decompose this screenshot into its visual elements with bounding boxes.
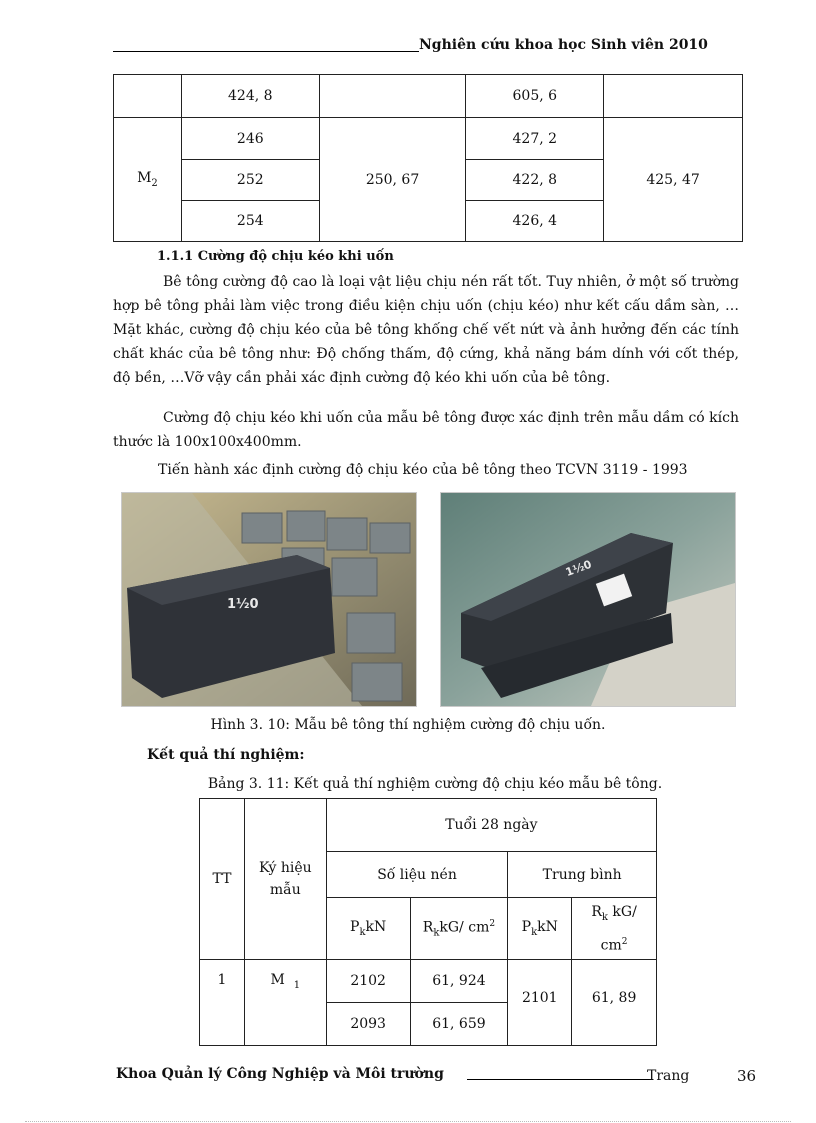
cell: 424, 8: [181, 75, 319, 118]
photo-beam-right: [440, 492, 736, 707]
cell: 254: [181, 201, 319, 242]
footer-trang: Trang: [647, 1068, 690, 1084]
photo-beam-left: [121, 492, 417, 707]
results-heading: Kết quả thí nghiệm:: [147, 747, 305, 763]
figure-caption: Hình 3. 10: Mẫu bê tông thí nghiệm cường độ chịu uốn.: [210, 717, 606, 733]
cell: 252: [181, 160, 319, 201]
cell: 605, 6: [466, 75, 604, 118]
table-row: [200, 799, 657, 852]
footer-rule: [467, 1079, 653, 1080]
cell: 426, 4: [466, 201, 604, 242]
page-edge: [25, 1121, 791, 1122]
paragraph-3: Tiến hành xác định cường độ chịu kéo của bê tông theo TCVN 3119 - 1993: [158, 462, 688, 478]
header-rk: $R_k$ kG/ $cm^2$: [572, 898, 657, 960]
paragraph-1: Bê tông cường độ cao là loại vật liệu chịu nén rất tốt. Tuy nhiên, ở một số trường hợp bê tông phải làm việc trong điều kiện chịu uốn (chịu kéo) như kết cấu dầm sàn, … Mặt khác, cường độ chịu kéo của bê tông khống chế vết nứt và ảnh hưởng đến các tính chất khác của bê tông như: Độ chống thấm, độ cứng, khả năng bám dính với cốt thép, độ bền, …Vỡ vậy cần phải xác định cường độ kéo khi uốn của bê tông.: [113, 274, 739, 386]
table-caption: Bảng 3. 11: Kết quả thí nghiệm cường độ chịu kéo mẫu bê tông.: [207, 776, 663, 792]
header-solieu: Số liệu nén: [326, 852, 508, 898]
header-title: Nghiên cứu khoa học Sinh viên 2010: [419, 37, 708, 53]
header-rk: $R_kkG/$ $cm^2$: [410, 898, 508, 960]
avg-cell: 61, 89: [572, 960, 657, 1046]
avg-cell: 250, 67: [319, 118, 466, 242]
cell: 61, 659: [410, 1003, 508, 1046]
beam-label: 1½0: [563, 557, 594, 580]
header-pk: $P_kkN$: [508, 898, 572, 960]
beam-label: 1½0: [227, 597, 259, 612]
cell: 61, 924: [410, 960, 508, 1003]
header-kyhieu: Ký hiệu mẫu: [244, 799, 326, 960]
table-row: [200, 960, 657, 1003]
row-label: M $_1$: [244, 960, 326, 1046]
row-tt: 1: [200, 960, 245, 1046]
cell: 422, 8: [466, 160, 604, 201]
footer-faculty: Khoa Quản lý Công Nghiệp và Môi trường: [116, 1066, 444, 1082]
avg-cell: 2101: [508, 960, 572, 1046]
header-age: Tuổi 28 ngày: [326, 799, 656, 852]
header-rule: [113, 51, 419, 52]
cell: 2093: [326, 1003, 410, 1046]
header-pk: $P_kkN$: [326, 898, 410, 960]
page-number: 36: [737, 1067, 757, 1085]
paragraph-2: Cường độ chịu kéo khi uốn của mẫu bê tông được xác định trên mẫu dầm có kích thước là 100x100x400mm.: [113, 410, 739, 450]
header-tt: TT: [200, 799, 245, 960]
results-table: [199, 798, 657, 1046]
avg-cell: 425, 47: [604, 118, 743, 242]
table-row: [114, 75, 743, 118]
group-label: $M_2$: [114, 118, 182, 242]
cell: 427, 2: [466, 118, 604, 160]
strength-table-top: [113, 74, 743, 242]
table-row: [114, 118, 743, 160]
cell: 246: [181, 118, 319, 160]
cell: 2102: [326, 960, 410, 1003]
header-trungbinh: Trung bình: [508, 852, 657, 898]
section-heading: 1.1.1 Cường độ chịu kéo khi uốn: [157, 249, 394, 264]
